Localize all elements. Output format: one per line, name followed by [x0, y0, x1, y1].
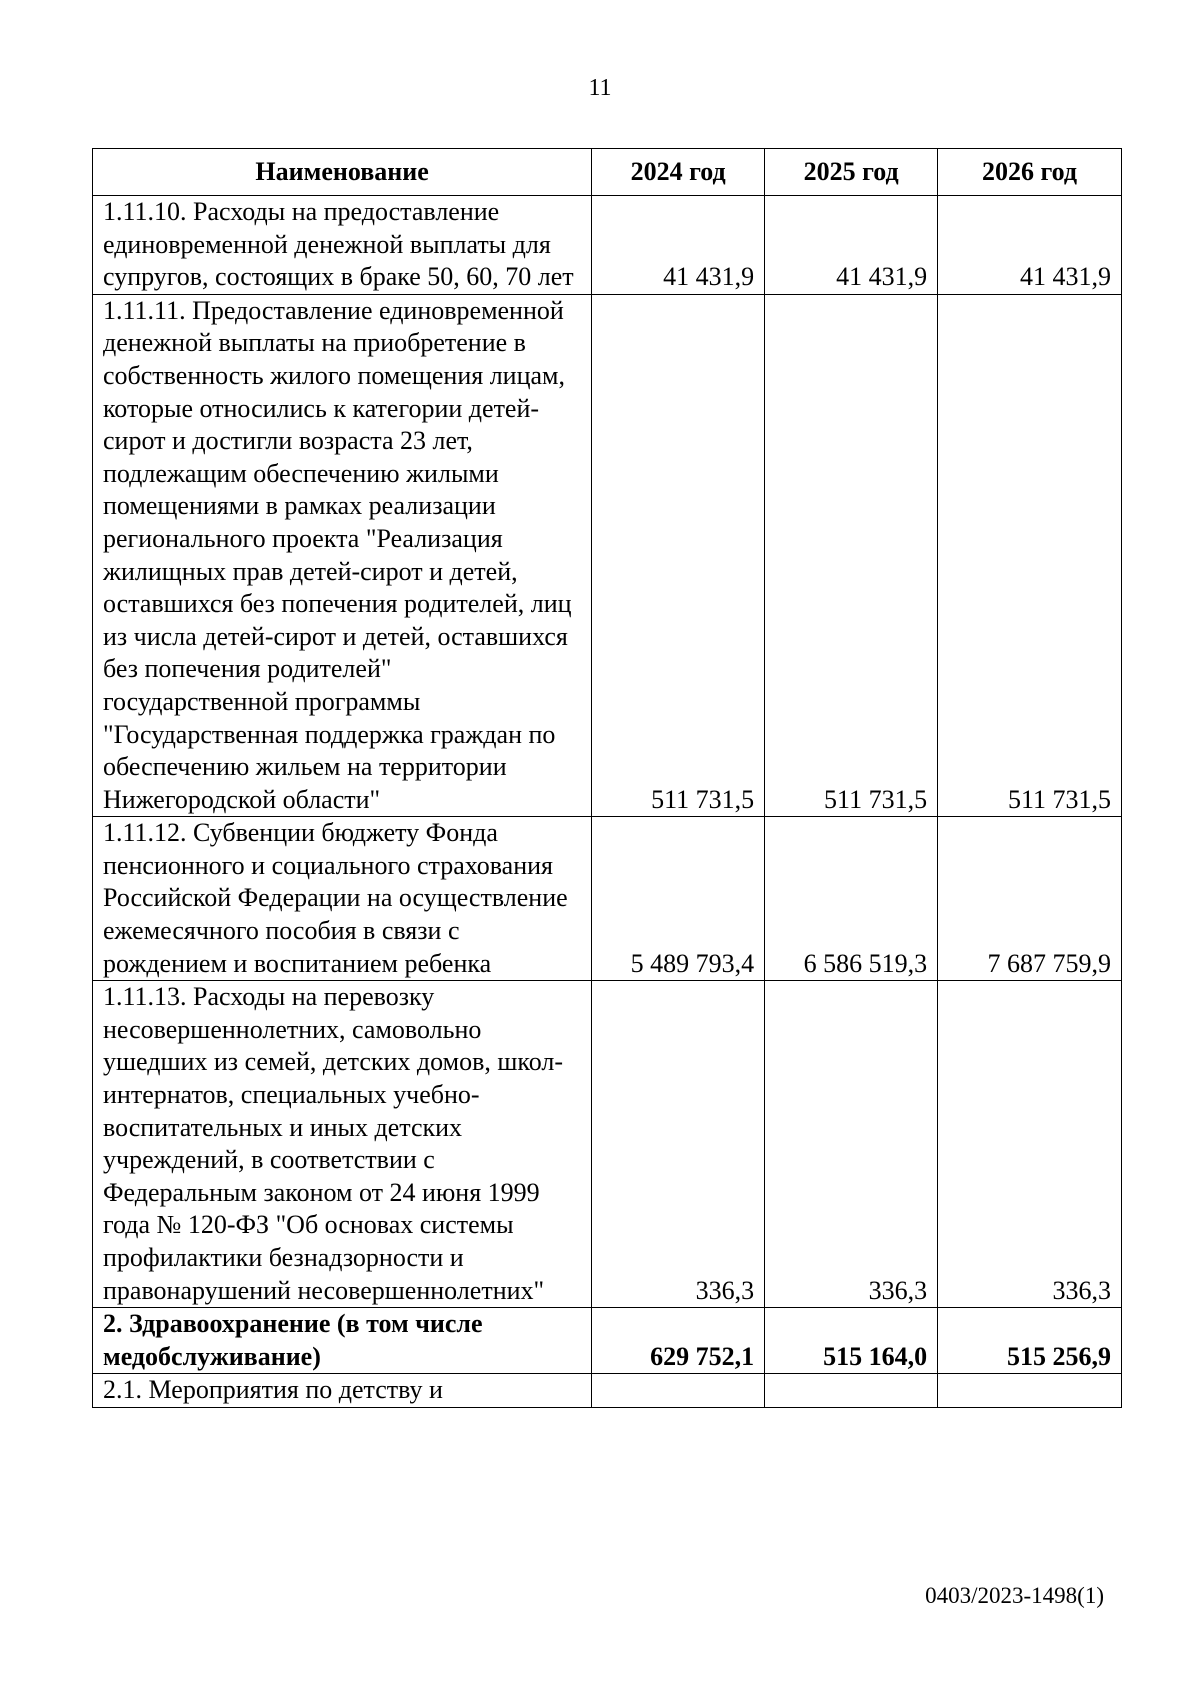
header-2025: 2025 год	[765, 149, 938, 196]
value-2026: 511 731,5	[938, 294, 1122, 817]
header-2026: 2026 год	[938, 149, 1122, 196]
value-2025: 515 164,0	[765, 1308, 938, 1374]
value-2025: 41 431,9	[765, 196, 938, 295]
table-header-row	[93, 149, 1122, 196]
header-name: Наименование	[93, 149, 592, 196]
value-2026: 515 256,9	[938, 1308, 1122, 1374]
value-2025: 6 586 519,3	[765, 817, 938, 981]
row-name: 1.11.12. Субвенции бюджету Фонда пенсионного и социального страхования Российской Федерации на осуществление ежемесячного пособия в связи с рождением и воспитанием ребенка	[93, 817, 592, 981]
value-2024	[592, 1374, 765, 1408]
table-row	[93, 817, 1122, 981]
page-number: 11	[588, 75, 612, 101]
table-row	[93, 981, 1122, 1308]
table-row	[93, 294, 1122, 817]
table-row	[93, 196, 1122, 295]
value-2025	[765, 1374, 938, 1408]
value-2024: 336,3	[592, 981, 765, 1308]
value-2024: 629 752,1	[592, 1308, 765, 1374]
header-2024: 2024 год	[592, 149, 765, 196]
value-2024: 511 731,5	[592, 294, 765, 817]
value-2025: 336,3	[765, 981, 938, 1308]
row-name: 2.1. Мероприятия по детству и	[93, 1374, 592, 1408]
row-name: 1.11.11. Предоставление единовременной денежной выплаты на приобретение в собственность жилого помещения лицам, которые относились к категории детей-сирот и достигли возраста 23 лет, подлежащим обеспечению жилыми помещениями в рамках реализации регионального проекта "Реализация жилищных прав детей-сирот и детей, оставшихся без попечения родителей, лиц из числа детей-сирот и детей, оставшихся без попечения родителей" государственной программы "Государственная поддержка граждан по обеспечению жильем на территории Нижегородской области"	[93, 294, 592, 817]
row-name: 2. Здравоохранение (в том числе медобслуживание)	[93, 1308, 592, 1374]
value-2024: 41 431,9	[592, 196, 765, 295]
budget-table	[92, 148, 1122, 1408]
row-name: 1.11.13. Расходы на перевозку несовершеннолетних, самовольно ушедших из семей, детских домов, школ-интернатов, специальных учебно-воспитательных и иных детских учреждений, в соответствии с Федеральным законом от 24 июня 1999 года № 120-ФЗ "Об основах системы профилактики безнадзорности и правонарушений несовершеннолетних"	[93, 981, 592, 1308]
table-row-section-total	[93, 1308, 1122, 1374]
value-2026: 41 431,9	[938, 196, 1122, 295]
table-row	[93, 1374, 1122, 1408]
value-2025: 511 731,5	[765, 294, 938, 817]
value-2026: 7 687 759,9	[938, 817, 1122, 981]
value-2026	[938, 1374, 1122, 1408]
value-2026: 336,3	[938, 981, 1122, 1308]
row-name: 1.11.10. Расходы на предоставление единовременной денежной выплаты для супругов, состоящих в браке 50, 60, 70 лет	[93, 196, 592, 295]
document-code: 0403/2023-1498(1)	[925, 1583, 1104, 1608]
value-2024: 5 489 793,4	[592, 817, 765, 981]
